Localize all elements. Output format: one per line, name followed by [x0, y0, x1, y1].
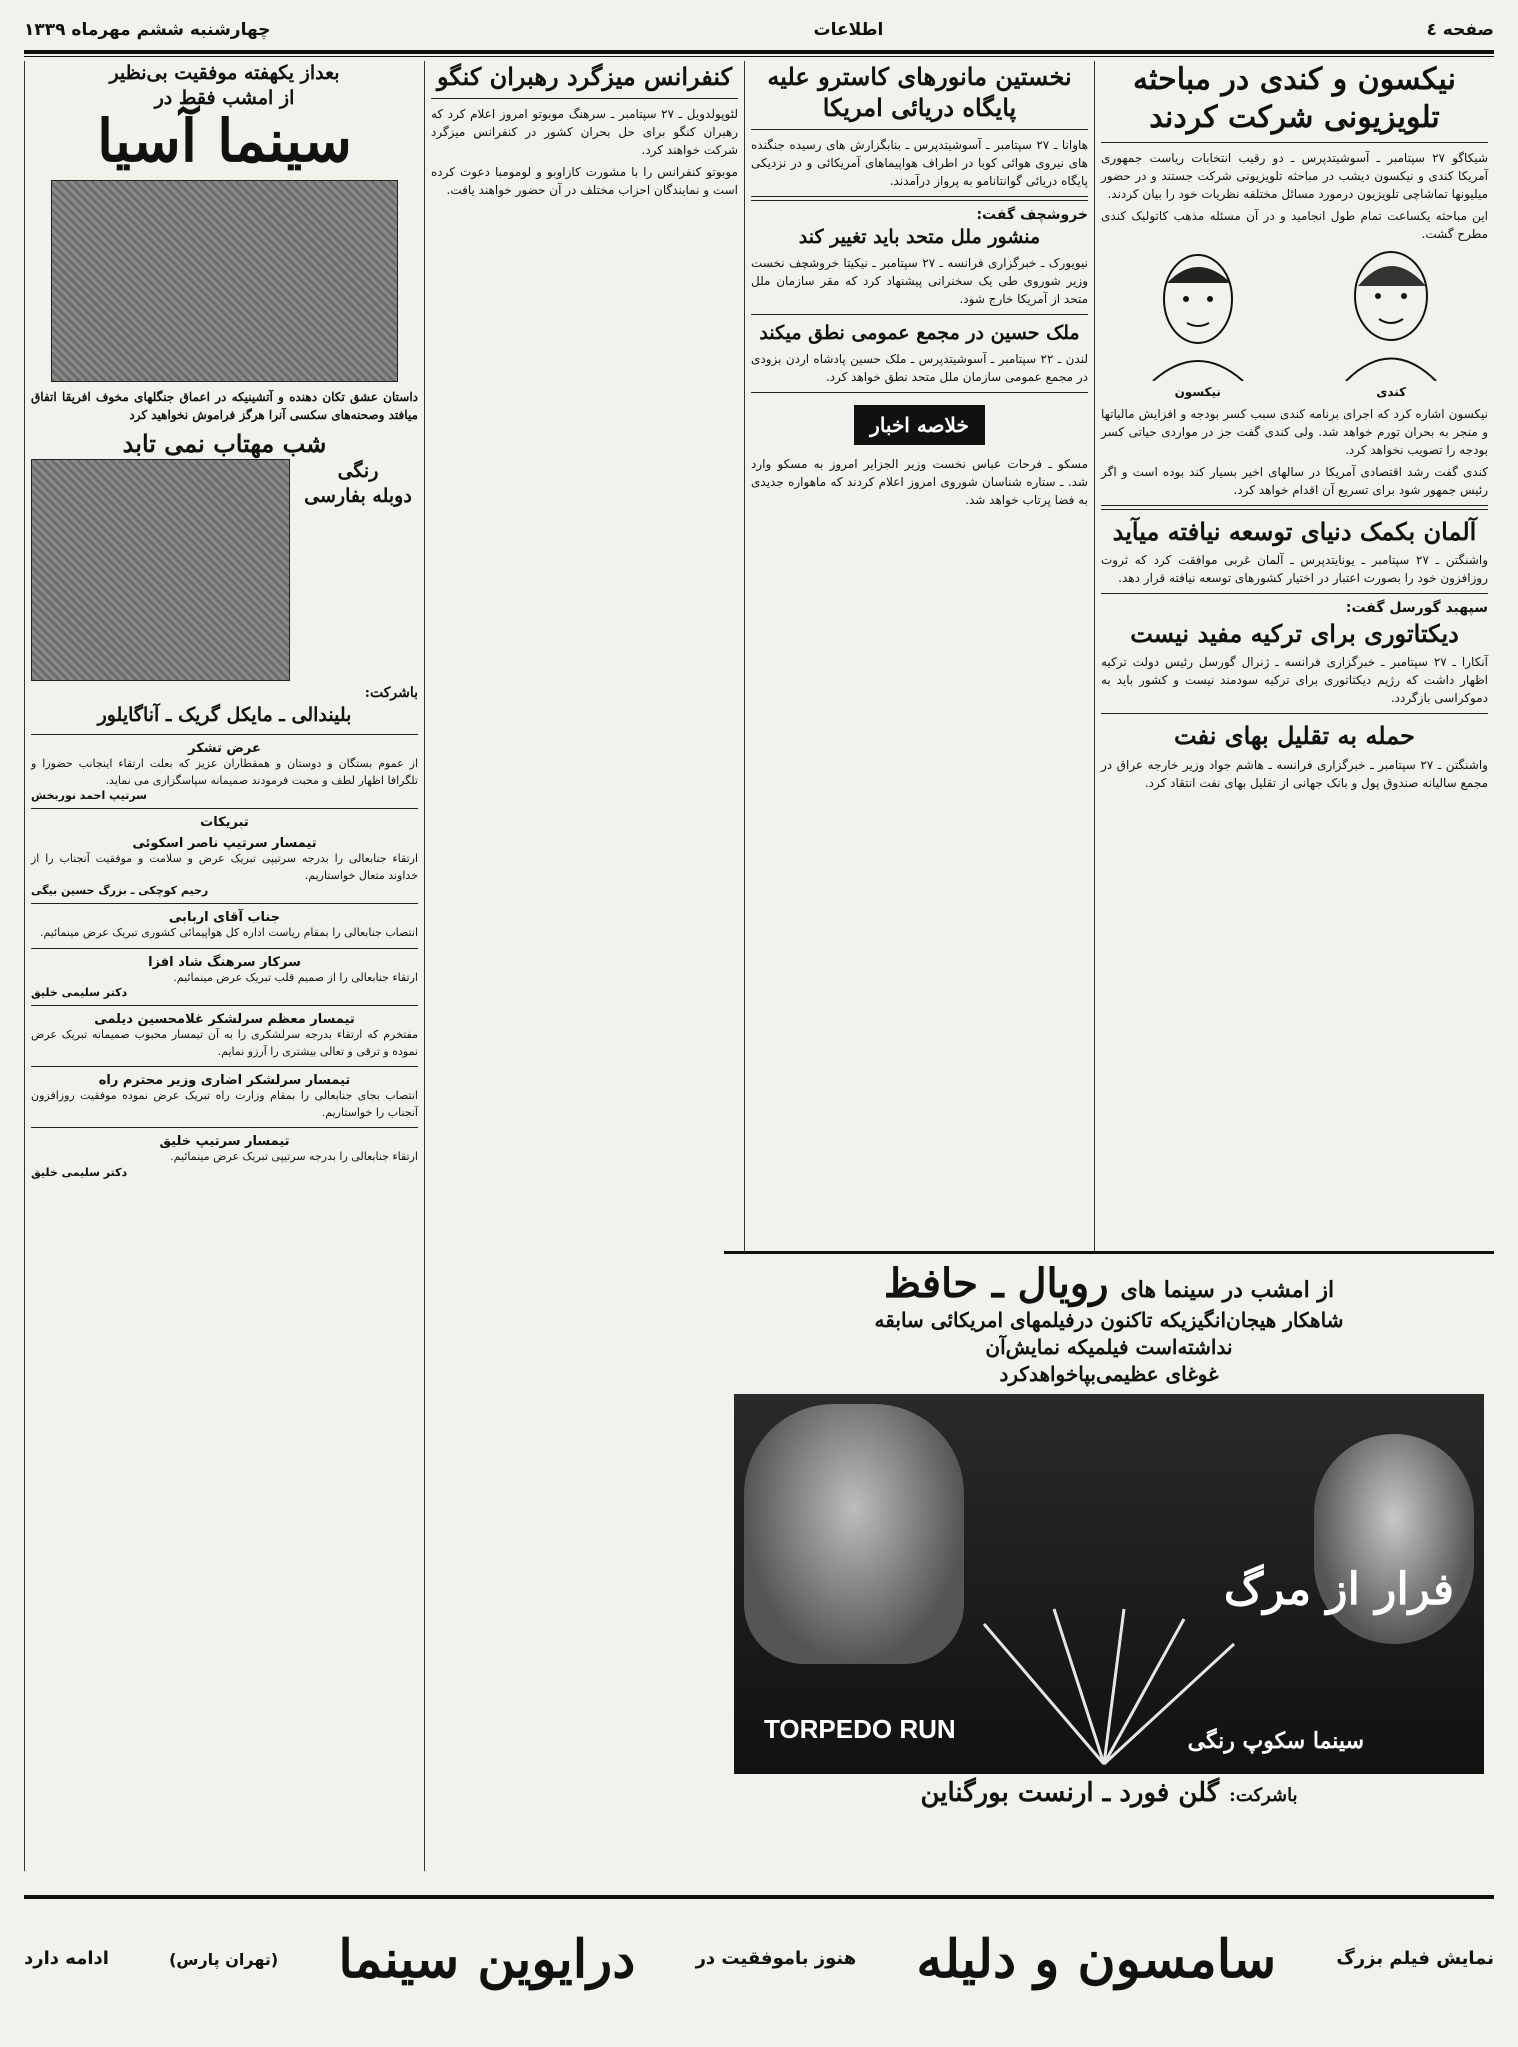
column-mid-left: [424, 61, 744, 1871]
congo-body-2: موبوتو کنفرانس را با مشورت کازاوبو و لومومبا دعوت کرده است و نمایندگان احزاب مختلف در آن حضور خواهند یافت.: [431, 165, 738, 198]
royal-hafez-ad: [724, 1251, 1494, 1871]
portrait-nixon: [1143, 241, 1253, 399]
columns: [24, 61, 1494, 1871]
notice-1-signature-text: رحیم کوچکی ـ بزرگ حسین بیگی: [31, 884, 209, 898]
divider: [1101, 593, 1488, 594]
news-summary-body: مسکو ـ فرحات عباس نخست وزیر الجزایر امروز به مسکو وارد شد. ـ ستاره شناسان شوروی امروز اعلام کردند که ماهواره جدیدی به فضا پرتاب خواهد شد.: [751, 456, 1088, 507]
notice-2-title: جناب آقای اربابی: [168, 910, 281, 926]
notice-1-signature: [31, 884, 418, 897]
oil-headline: حمله به تقلیل بهای نفت: [1174, 721, 1415, 751]
royal-cast-label: باشرکت:: [1229, 1785, 1298, 1806]
king-hussein-body: لندن ـ ۲۲ سپتامبر ـ آسوشیتدپرس ـ ملک حسین پادشاه اردن بزودی در مجمع عمومی سازمان ملل متحد نطق خواهد کرد.: [751, 351, 1088, 384]
debate-body-4: کندی گفت رشد اقتصادی آمریکا در سالهای اخیر بسیار کند بوده است و اگر رئیس جمهور شود برای تسریع آن اقدام خواهد کرد.: [1101, 465, 1488, 497]
notice-1-title: تیمسار سرتیپ ناصر اسکوئی: [132, 836, 317, 852]
divider: [1101, 505, 1488, 510]
film-poster-image: [31, 459, 290, 681]
masthead: [24, 12, 1494, 48]
asia-cinema-name: سینما آسیا: [97, 107, 352, 176]
germany-body: واشنگتن ـ ۲۷ سپتامبر ـ یونایتدپرس ـ آلمان غربی موافقت کرد که ثروت روزافزون خود را بصورت اعتبار در اختیار کشورهای توسعه نیافته قرار دهد.: [1101, 553, 1488, 586]
divider: [751, 196, 1088, 201]
notice-3-signature: [31, 986, 418, 999]
royal-ad-line-3: غوغای عظیمی‌بپاخواهدکرد: [999, 1362, 1219, 1386]
divider: [1101, 713, 1488, 714]
dubbed-label: دوبله بفارسی: [304, 485, 412, 508]
cast-names: بلیندالی ـ مایکل گریک ـ آناگایلور: [97, 704, 352, 727]
footer-samson-ad: [24, 1895, 1494, 2019]
castro-body: هاوانا ـ ۲۷ سپتامبر ـ آسوشیتدپرس ـ بنابگزارش های رسیده جنگنده های نیروی هوائی کوبا در اطراف هواپیماهای آمریکائی و در نزدیکی پایگاه دریائی گوانتانامو به پرواز درآمدند.: [751, 138, 1088, 189]
divider: [431, 98, 738, 99]
divider: [751, 392, 1088, 393]
nixon-caption: نیکسون: [1174, 385, 1221, 399]
royal-ad-cinemas: رویال ـ حافظ: [883, 1260, 1109, 1307]
issue-date: چهارشنبه ششم مهرماه ۱۳۳۹: [24, 20, 271, 40]
royal-ad-line-1: شاهکار هیجان‌انگیزیکه تاکنون درفیلمهای امریکائی سابقه: [874, 1308, 1344, 1332]
khrushchev-kicker: خروشچف گفت:: [976, 207, 1088, 224]
divider: [1101, 142, 1488, 143]
notice-5-body: انتصاب بجای جنابعالی را بمقام وزارت راه تبریک عرض نموده موفقیت روزافزون آنجناب را خواستاریم.: [31, 1089, 418, 1119]
thanks-signature: [31, 789, 418, 802]
divider: [751, 314, 1088, 315]
congo-headline: کنفرانس میزگرد رهبران کنگو: [436, 62, 733, 91]
notice-6-body: ارتقاء جنابعالی را بدرجه سرتیپی تبریک عرض مینمائیم.: [170, 1150, 418, 1164]
torpedo-run-poster: [734, 1394, 1484, 1774]
notice-4-body: مفتخرم که ارتقاء بدرجه سرلشکری را به آن تیمسار محبوب صمیمانه تبریک عرض نموده و ترقی و تعالی بیشتری را آرزو نمایم.: [31, 1028, 418, 1058]
divider: [31, 808, 418, 809]
divider: [31, 1127, 418, 1128]
film-format: سینما سکوپ رنگی: [1187, 1728, 1364, 1754]
footer-film-title: سامسون و دلیله: [916, 1928, 1277, 1990]
notice-5-title: تیمسار سرلشکر اضاری وزیر محترم راه: [98, 1073, 351, 1089]
kennedy-caption: کندی: [1376, 385, 1407, 399]
notice-1-body: ارتقاء جنابعالی را بدرجه سرتیپی تبریک عرض و سلامت و موفقیت آنجناب را از خداوند متعال خواستاریم.: [31, 852, 418, 882]
divider: [751, 129, 1088, 130]
oil-body: واشنگتن ـ ۲۷ سپتامبر ـ خبرگزاری فرانسه ـ هاشم جواد وزیر خارجه عراق در مجمع سالیانه صندوق پول و بانک جهانی از تقلیل بهای نفت انتقاد کرد.: [1101, 757, 1488, 790]
kennedy-portrait-icon: [1336, 241, 1446, 381]
cast-label: باشرکت:: [364, 685, 418, 702]
news-summary-badge: خلاصه اخبار: [854, 405, 985, 445]
asia-film-title: شب مهتاب نمی تابد: [122, 429, 327, 459]
un-charter-headline: منشور ملل متحد باید تغییر کند: [798, 226, 1041, 249]
film-still-image: [51, 180, 398, 382]
masthead-rule-thin: [24, 56, 1494, 57]
footer-prefix: نمایش فیلم بزرگ: [1336, 1948, 1494, 1970]
royal-cast-names: گلن فورد ـ ارنست بورگناین: [920, 1778, 1220, 1808]
asia-ad-line: از امشب فقط در: [154, 86, 295, 109]
footer-cinema: درایوین سینما: [338, 1928, 636, 1990]
debate-body-3: نیکسون اشاره کرد که اجرای برنامه کندی سبب کسر بودجه و افزایش مالیاتها و منجر به بحران تورم خواهد شد. ولی کندی گفت جز در مواردی حیاتی کسر بودجه را تصویب نخواهد کرد.: [1101, 407, 1488, 457]
king-hussein-headline: ملک حسین در مجمع عمومی نطق میکند: [759, 322, 1080, 345]
notice-4-title: تیمسار معظم سرلشکر غلامحسین دیلمی: [94, 1012, 355, 1028]
royal-ad-kicker: از امشب در سینما های: [1120, 1277, 1335, 1303]
turkey-headline: دیکتاتوری برای ترکیه مفید نیست: [1130, 619, 1459, 649]
thanks-title: عرض تشکر: [188, 741, 261, 757]
footer-suffix: ادامه دارد: [24, 1948, 109, 1970]
color-label: رنگی: [337, 460, 379, 483]
asia-cinema-ad: [31, 61, 418, 728]
notice-6-signature-text: دکتر سلیمی خلیق: [31, 1165, 128, 1179]
congrats-title: تبریکات: [200, 815, 249, 831]
divider: [31, 734, 418, 735]
notice-2-body: انتصاب جنابعالی را بمقام ریاست اداره کل هواپیمائی کشوری تبریک عرض مینمائیم.: [39, 926, 418, 940]
notice-6-title: تیمسار سرتیپ خلیق: [159, 1134, 290, 1150]
nixon-kennedy-headline: نیکسون و کندی در مباحثه تلویزیونی شرکت کردند: [1133, 62, 1456, 135]
notice-3-signature-text: دکتر سلیمی خلیق: [31, 986, 128, 1000]
turkey-body: آنکارا ـ ۲۷ سپتامبر ـ خبرگزاری فرانسه ـ ژنرال گورسل رئیس دولت ترکیه اظهار داشت که رژیم دیکتاتوری برای ترکیه سودمند نیست و کشور باید به دموکراسی بازگردد.: [1101, 655, 1488, 706]
notice-3-body: ارتقاء جنابعالی را از صمیم قلب تبریک عرض مینمائیم.: [173, 970, 418, 984]
gursel-kicker: سپهبد گورسل گفت:: [1345, 600, 1488, 617]
debate-body-2: این مباحثه یکساعت تمام طول انجامید و در آن مسئله مذهب کاتولیک کندی مطرح گشت.: [1101, 209, 1488, 241]
royal-ad-line-2: نداشته‌است فیلمیکه نمایش‌آن: [985, 1335, 1233, 1359]
castro-headline: نخستین مانورهای کاسترو علیه پایگاه دریائی امریکا: [767, 62, 1072, 123]
thanks-body: از عموم بستگان و دوستان و همقطاران عزیز که بعلت ارتقاء اینجانب حضورا و تلگرافا اظهار لطف و محبت فرمودند صمیمانه سپاسگزاری می نماید.: [31, 757, 418, 787]
divider: [31, 903, 418, 904]
asia-ad-tagline: داستان عشق تکان دهنده و آتشینیکه در اعماق جنگلهای مخوف افریقا اتفاق میافتد وصحنه‌های سکسی آنرا هرگز فراموش نخواهید کرد: [31, 390, 418, 423]
thanks-signature-text: سرتیپ احمد نوربخش: [31, 789, 147, 803]
portraits: [1101, 249, 1488, 399]
debate-body-1: شیکاگو ۲۷ سپتامبر ـ آسوشیتدپرس ـ دو رقیب انتخابات ریاست جمهوری آمریکا کندی و نیکسون دیشب در مباحثه تلویزیونی شرکت جستند و در حضور میلیونها تماشاچی تلویزیون درمورد مسائل مختلفه نظریات خود را بیان کردند.: [1101, 151, 1489, 201]
paper-name: اطلاعات: [813, 20, 884, 40]
divider: [31, 1005, 418, 1006]
column-left: [24, 61, 424, 1871]
asia-ad-kicker: بعداز یکهفته موفقیت بی‌نظیر: [109, 62, 340, 84]
film-title-persian: فرار از مرگ: [1223, 1564, 1454, 1615]
divider: [31, 1066, 418, 1067]
footer-mid: هنوز باموفقیت در: [695, 1948, 857, 1970]
germany-headline: آلمان بکمک دنیای توسعه نیافته میآید: [1112, 517, 1477, 546]
film-title-english: TORPEDO RUN: [764, 1714, 956, 1745]
footer-location: (تهران پارس): [169, 1949, 279, 1969]
un-charter-body: نیویورک ـ خبرگزاری فرانسه ـ ۲۷ سپتامبر ـ نیکیتا خروشچف نخست وزیر شوروی طی یک سخنرانی پیشنهاد کرد که مقر سازمان ملل متحد از آمریکا خارج شود.: [751, 256, 1089, 307]
nixon-portrait-icon: [1143, 241, 1253, 381]
portrait-kennedy: [1336, 241, 1446, 399]
notice-6-signature: [31, 1166, 418, 1179]
masthead-rule: [24, 50, 1494, 54]
notice-3-title: سرکار سرهنگ شاد افزا: [148, 954, 301, 970]
page-label: صفحه ٤: [1426, 20, 1494, 40]
congo-body: لئوپولدویل ـ ۲۷ سپتامبر ـ سرهنگ موبوتو امروز اعلام کرد که رهبران کنگو برای حل بحران کشور در کنفرانس میزگرد شرکت خواهند کرد.: [431, 107, 739, 158]
divider: [31, 948, 418, 949]
